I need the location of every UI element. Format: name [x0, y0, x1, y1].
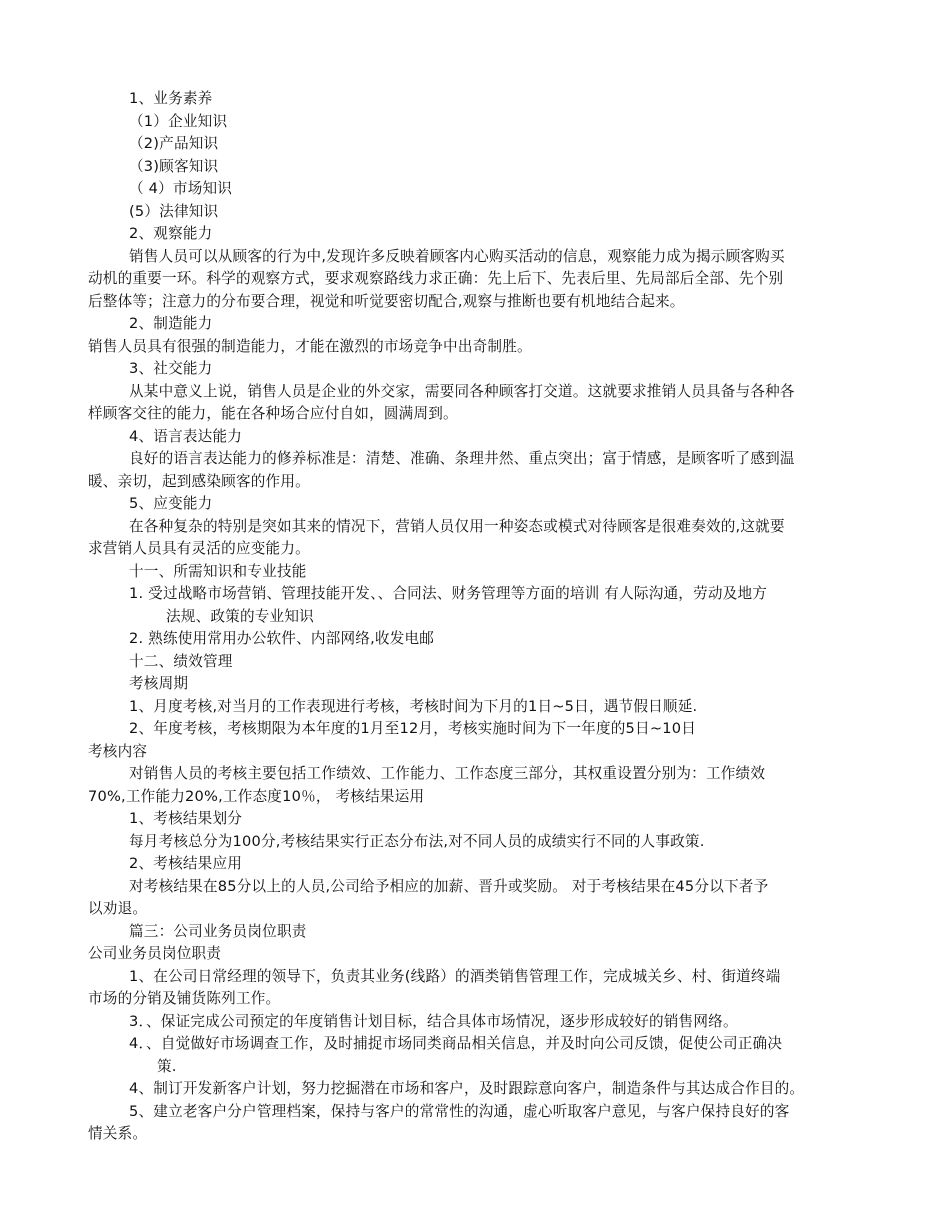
- list-item-continuation: 法规、政策的专业知识: [166, 608, 314, 625]
- list-item: 2. 熟练使用常用办公软件、内部网络,收发电邮: [129, 630, 435, 647]
- text-line: 1、业务素养: [129, 90, 213, 107]
- text-line: （2)产品知识: [129, 135, 219, 152]
- text-line: 70%,工作能力20%,工作态度10％， 考核结果运用: [88, 788, 425, 805]
- list-item: 5、建立老客户分户管理档案，保持与客户的常常性的沟通，虚心听取客户意见，与客户保持良好的客: [129, 1103, 790, 1120]
- text-line: 销售人员具有很强的制造能力，才能在激烈的市场竞争中出奇制胜。: [88, 338, 532, 355]
- list-item: 4．、自觉做好市场调查工作，及时捕捉市场同类商品相关信息，并及时向公司反馈，促使公司正确决: [129, 1035, 783, 1052]
- list-item: 4、制订开发新客户计划，努力挖掘潜在市场和客户，及时跟踪意向客户，制造条件与其达成合作目的。: [129, 1080, 805, 1097]
- text-line: 从某中意义上说，销售人员是企业的外交家，需要同各种顾客打交道。这就要求推销人员具备与各种各: [129, 383, 795, 400]
- text-line: 1、月度考核,对当月的工作表现进行考核，考核时间为下月的1日~5日，遇节假日顺延.: [129, 698, 698, 715]
- section-heading: 篇三：公司业务员岗位职责: [129, 923, 307, 940]
- section-heading: 2、观察能力: [129, 225, 213, 242]
- subheading: 考核内容: [88, 743, 148, 760]
- text-line: 市场的分销及铺货陈列工作。: [88, 990, 281, 1007]
- text-line: 对考核结果在85分以上的人员,公司给予相应的加薪、晋升或奖励。 对于考核结果在45分以下者予: [129, 878, 769, 895]
- section-heading: 4、语言表达能力: [129, 428, 243, 445]
- section-heading: 5、应变能力: [129, 495, 213, 512]
- section-heading: 2、制造能力: [129, 315, 213, 332]
- text-line: 销售人员可以从顾客的行为中,发现许多反映着顾客内心购买活动的信息，观察能力成为揭示顾客购买: [129, 248, 785, 265]
- text-line: 情关系。: [88, 1125, 148, 1142]
- text-line: 样顾客交往的能力，能在各种场合应付自如，圆满周到。: [88, 405, 458, 422]
- list-item-continuation: 策.: [157, 1058, 177, 1075]
- text-line: （1）企业知识: [129, 113, 228, 130]
- list-item: 1. 受过战略市场营销、管理技能开发、、合同法、财务管理等方面的培训 有人际沟通，劳动及地方: [129, 585, 768, 602]
- text-line: 在各种复杂的特别是突如其来的情况下，营销人员仅用一种姿态或模式对待顾客是很难奏效的,这就要: [129, 518, 785, 535]
- subheading: 1、考核结果划分: [129, 810, 243, 827]
- subheading: 考核周期: [129, 675, 189, 692]
- section-heading: 十二、绩效管理: [129, 653, 233, 670]
- text-line: 对销售人员的考核主要包括工作绩效、工作能力、工作态度三部分，其权重设置分别为：工作绩效: [129, 765, 766, 782]
- text-line: 每月考核总分为100分,考核结果实行正态分布法,对不同人员的成绩实行不同的人事政策.: [129, 833, 705, 850]
- text-line: 动机的重要一环。科学的观察方式，要求观察路线力求正确：先上后下、先表后里、先局部后全部、先个别: [88, 270, 784, 287]
- text-line: 以劝退。: [88, 900, 148, 917]
- section-heading: 十一、所需知识和专业技能: [129, 563, 307, 580]
- text-line: 暖、亲切，起到感染顾客的作用。: [88, 473, 310, 490]
- subheading: 2、考核结果应用: [129, 855, 243, 872]
- section-heading: 3、社交能力: [129, 360, 213, 377]
- text-line: 1、在公司日常经理的领导下，负责其业务(线路）的酒类销售管理工作，完成城关乡、村、街道终端: [129, 968, 781, 985]
- text-line: 2、年度考核，考核期限为本年度的1月至12月，考核实施时间为下一年度的5日~10日: [129, 720, 697, 737]
- text-line: 良好的语言表达能力的修养标准是：清楚、准确、条理井然、重点突出；富于情感，是顾客听了感到温: [129, 450, 795, 467]
- text-line: （ 4）市场知识: [129, 180, 233, 197]
- text-line: (5）法律知识: [129, 203, 219, 220]
- page-title: 公司业务员岗位职责: [88, 945, 222, 962]
- text-line: （3)顾客知识: [129, 158, 219, 175]
- list-item: 3．、保证完成公司预定的年度销售计划目标，结合具体市场情况，逐步形成较好的销售网络。: [129, 1013, 738, 1030]
- text-line: 求营销人员具有灵活的应变能力。: [88, 540, 310, 557]
- text-line: 后整体等；注意力的分布要合理，视觉和听觉要密切配合,观察与推断也要有机地结合起来。: [88, 293, 685, 310]
